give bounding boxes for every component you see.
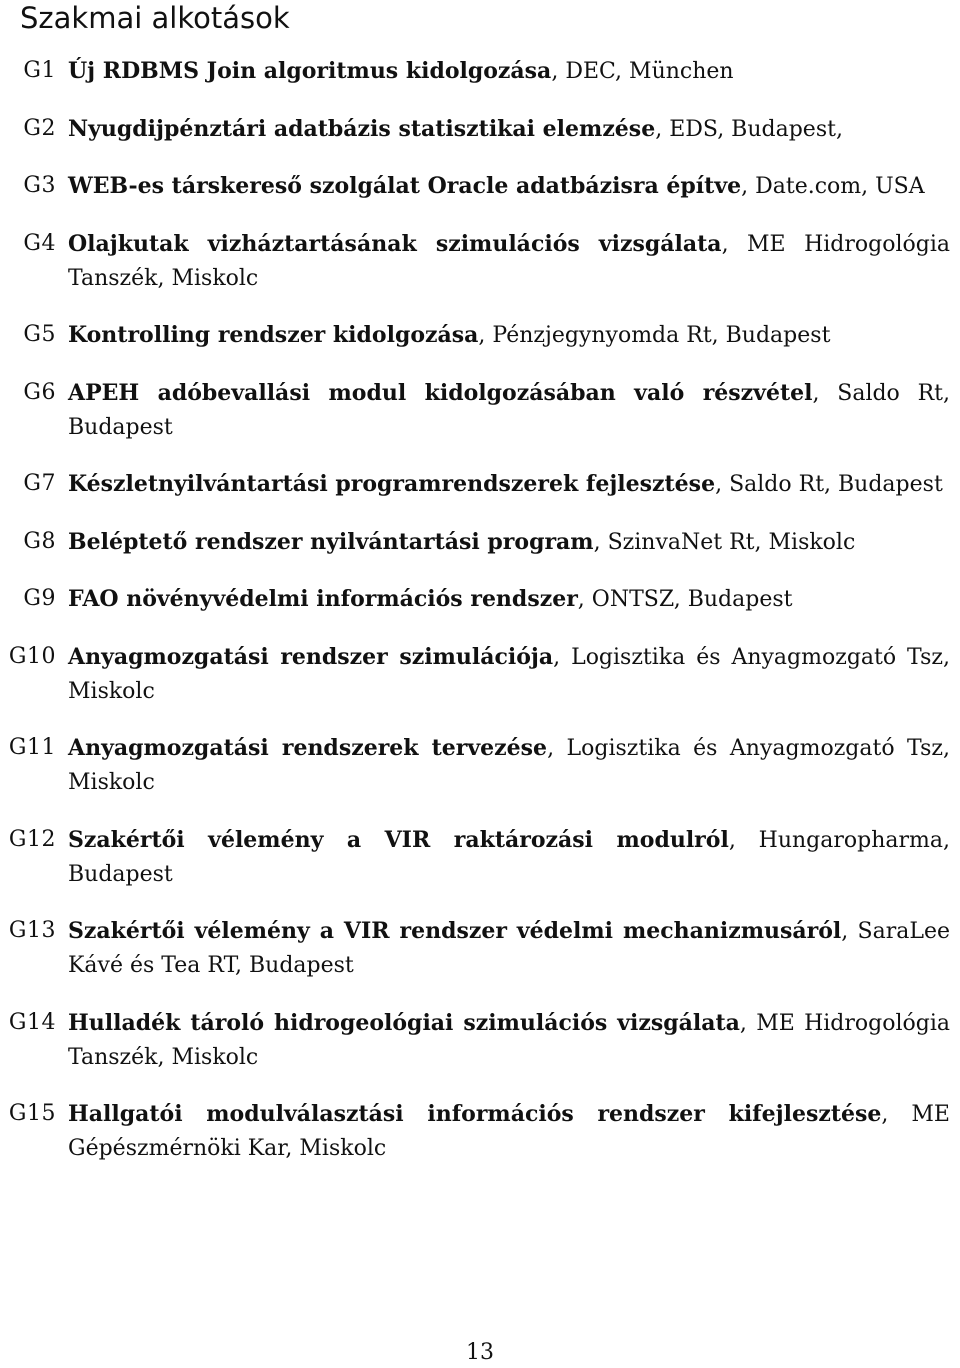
- item-separator: ,: [728, 827, 759, 853]
- item-location: Logisztika és Anyagmozgató Tsz, Miskolc: [68, 644, 950, 704]
- item-body: [68, 318, 950, 353]
- item-separator: ,: [551, 59, 566, 84]
- item-body: [68, 169, 950, 204]
- item-title: Nyugdijpénztári adatbázis statisztikai elemzése: [68, 115, 656, 142]
- item-location: ME Hidrogológia Tanszék, Miskolc: [68, 231, 950, 291]
- item-location: DEC, München: [565, 59, 734, 84]
- item-label: G3: [23, 173, 56, 198]
- list-item: [0, 467, 960, 502]
- item-location: Saldo Rt, Budapest: [729, 472, 943, 497]
- item-location: ME Hidrogológia Tanszék, Miskolc: [68, 1010, 950, 1070]
- item-body: [68, 731, 950, 800]
- item-label: G15: [8, 1101, 56, 1126]
- item-separator: ,: [715, 472, 730, 497]
- list-item: [0, 54, 960, 89]
- item-title: Készletnyilvántartási programrendszerek fejlesztése: [68, 471, 716, 497]
- item-label: G12: [8, 826, 56, 852]
- item-body: [68, 1006, 950, 1075]
- item-body: [68, 582, 950, 617]
- item-separator: ,: [841, 919, 858, 944]
- item-location: EDS, Budapest,: [669, 116, 843, 142]
- item-body: [68, 525, 950, 560]
- item-title: Szakértői vélemény a VIR raktározási modulról: [68, 826, 729, 853]
- item-label: G1: [23, 58, 56, 83]
- item-separator: ,: [812, 380, 838, 406]
- item-location: Pénzjegynyomda Rt, Budapest: [492, 323, 831, 348]
- item-body: [68, 914, 950, 983]
- item-body: [68, 823, 950, 892]
- list-item: [0, 318, 960, 353]
- item-title: Anyagmozgatási rendszerek tervezése: [68, 735, 548, 761]
- list-item: [0, 731, 960, 800]
- item-location: SaraLee Kávé és Tea RT, Budapest: [68, 919, 950, 978]
- page-number: 13: [466, 1340, 494, 1365]
- section-title: Szakmai alkotások: [20, 1, 290, 35]
- item-title: WEB-es társkereső szolgálat Oracle adatbázisra építve: [68, 173, 742, 199]
- item-label: G14: [8, 1009, 56, 1035]
- item-title: Hallgatói modulválasztási információs rendszer kifejlesztése: [68, 1101, 882, 1127]
- item-body: [68, 640, 950, 709]
- list-item: [0, 227, 960, 296]
- item-label: G7: [23, 471, 56, 496]
- item-separator: ,: [721, 231, 748, 257]
- item-label: G13: [8, 918, 56, 943]
- item-label: G10: [8, 643, 56, 669]
- item-location: ME Gépészmérnöki Kar, Miskolc: [68, 1102, 950, 1161]
- item-label: G11: [8, 735, 56, 760]
- item-title: APEH adóbevallási modul kidolgozásában való részvétel: [68, 379, 813, 406]
- item-label: G8: [23, 528, 56, 554]
- item-label: G5: [23, 322, 56, 347]
- list-item: [0, 112, 960, 147]
- item-label: G9: [23, 586, 56, 611]
- list-item: [0, 169, 960, 204]
- item-label: G2: [23, 115, 56, 141]
- item-title: Olajkutak vizháztartásának szimulációs vizsgálata: [68, 230, 722, 257]
- item-body: [68, 227, 950, 296]
- item-separator: ,: [741, 174, 756, 199]
- item-body: [68, 467, 950, 502]
- list-item: [0, 914, 960, 983]
- list-item: [0, 1097, 960, 1166]
- item-body: [68, 54, 950, 89]
- item-title: Szakértői vélemény a VIR rendszer védelmi mechanizmusáról: [68, 918, 842, 944]
- item-separator: ,: [553, 644, 572, 670]
- item-body: [68, 376, 950, 445]
- item-separator: ,: [593, 529, 608, 555]
- item-location: Date.com, USA: [755, 174, 925, 199]
- list-item: [0, 525, 960, 560]
- item-title: Hulladék tároló hidrogeológiai szimulációs vizsgálata: [68, 1009, 740, 1036]
- item-body: [68, 1097, 950, 1166]
- list-item: [0, 376, 960, 445]
- item-location: Saldo Rt, Budapest: [68, 380, 950, 440]
- item-location: ONTSZ, Budapest: [591, 587, 793, 612]
- item-separator: ,: [881, 1102, 912, 1127]
- achievement-list: [0, 54, 960, 1189]
- item-location: SzinvaNet Rt, Miskolc: [607, 529, 856, 555]
- item-title: Beléptető rendszer nyilvántartási program: [68, 528, 594, 555]
- item-title: Új RDBMS Join algoritmus kidolgozása: [68, 58, 552, 84]
- list-item: [0, 582, 960, 617]
- item-title: Anyagmozgatási rendszer szimulációja: [68, 643, 554, 670]
- item-location: Logisztika és Anyagmozgató Tsz, Miskolc: [68, 736, 950, 795]
- item-location: Hungaropharma, Budapest: [68, 827, 950, 887]
- item-separator: ,: [577, 587, 592, 612]
- item-body: [68, 112, 950, 147]
- list-item: [0, 640, 960, 709]
- item-separator: ,: [739, 1010, 757, 1036]
- item-title: FAO növényvédelmi információs rendszer: [68, 586, 578, 612]
- item-label: G4: [23, 230, 56, 256]
- item-label: G6: [23, 379, 56, 405]
- item-title: Kontrolling rendszer kidolgozása: [68, 322, 479, 348]
- item-separator: ,: [655, 116, 670, 142]
- item-separator: ,: [547, 736, 567, 761]
- list-item: [0, 1006, 960, 1075]
- item-separator: ,: [478, 323, 493, 348]
- list-item: [0, 823, 960, 892]
